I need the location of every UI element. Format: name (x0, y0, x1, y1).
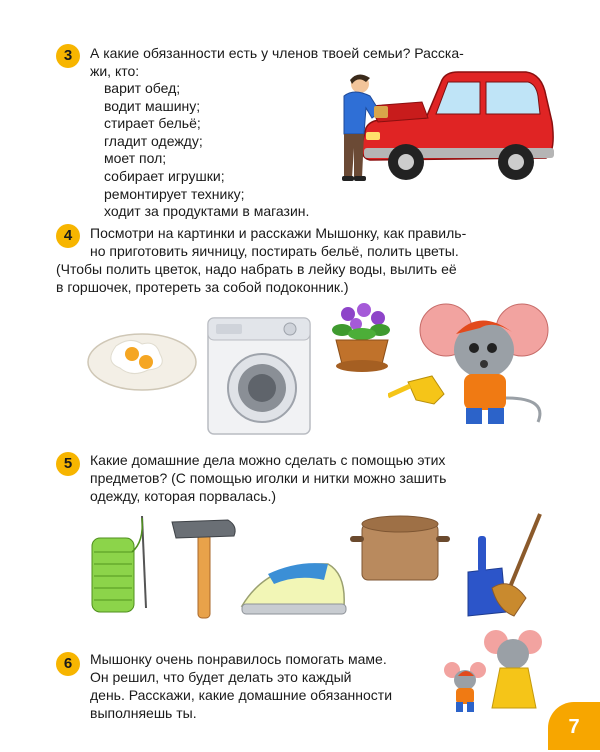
red-car (362, 72, 554, 180)
washing-machine-illustration (206, 316, 312, 436)
chore-item: водит машину; (104, 97, 201, 114)
fried-eggs-plate-illustration (86, 328, 198, 392)
task-5-line-2: предметов? (С помощью иголки и нитки можно зашить (90, 470, 447, 486)
chores-list (104, 80, 309, 221)
flower-pot-illustration (330, 300, 394, 376)
chore-item: ходит за продуктами в магазин. (104, 203, 310, 220)
task-6-line-2: Он решил, что будет делать это каждый (90, 669, 352, 685)
dustpan-and-broom-illustration (462, 512, 552, 620)
iron-illustration (238, 552, 350, 618)
task-6-line-1: Мышонку очень понравилось помогать маме. (90, 651, 387, 667)
task-4-text (56, 224, 546, 296)
chore-item: собирает игрушки; (104, 167, 225, 184)
chore-item: стирает бельё; (104, 115, 201, 132)
task-number-badge-5: 5 (56, 452, 80, 476)
task-6-text (90, 650, 428, 722)
chore-item: гладит одежду; (104, 132, 203, 149)
thread-and-needle-illustration (86, 512, 158, 616)
task-6-line-3: день. Расскажи, какие домашние обязанности (90, 687, 393, 703)
cooking-pot-illustration (350, 514, 450, 584)
task-4-line-2: но приготовить яичницу, постирать бельё, полить цветы. (90, 243, 459, 259)
chore-item: моет пол; (104, 150, 167, 167)
chore-item: ремонтирует технику; (104, 185, 245, 202)
task-3-intro-line-2: жи, кто: (90, 63, 140, 79)
task-5-text (90, 451, 546, 505)
task-3-intro-line-1: А какие обязанности есть у членов твоей семьи? Расска- (90, 45, 464, 61)
hammer-illustration (168, 516, 240, 620)
mouse-family-illustration (444, 626, 548, 718)
task-5-line-3: одежду, которая порвалась.) (90, 488, 277, 504)
page-number: 7 (548, 702, 600, 750)
task-number-badge-6: 6 (56, 652, 80, 676)
task-4-line-1: Посмотри на картинки и расскажи Мышонку, как правиль- (90, 225, 467, 241)
task-4-line-3: (Чтобы полить цветок, надо набрать в лейку воды, вылить её (56, 261, 457, 277)
chore-item: варит обед; (104, 80, 181, 96)
task-4-line-4: в горшочек, протереть за собой подоконник.) (56, 279, 349, 295)
man-repairing-car-illustration (330, 62, 558, 190)
mouse-with-watering-can-illustration (388, 298, 554, 438)
task-number-badge-3: 3 (56, 44, 80, 68)
task-5-line-1: Какие домашние дела можно сделать с помощью этих (90, 452, 446, 468)
task-6-line-4: выполняешь ты. (90, 705, 197, 721)
task-number-badge-4: 4 (56, 224, 80, 248)
